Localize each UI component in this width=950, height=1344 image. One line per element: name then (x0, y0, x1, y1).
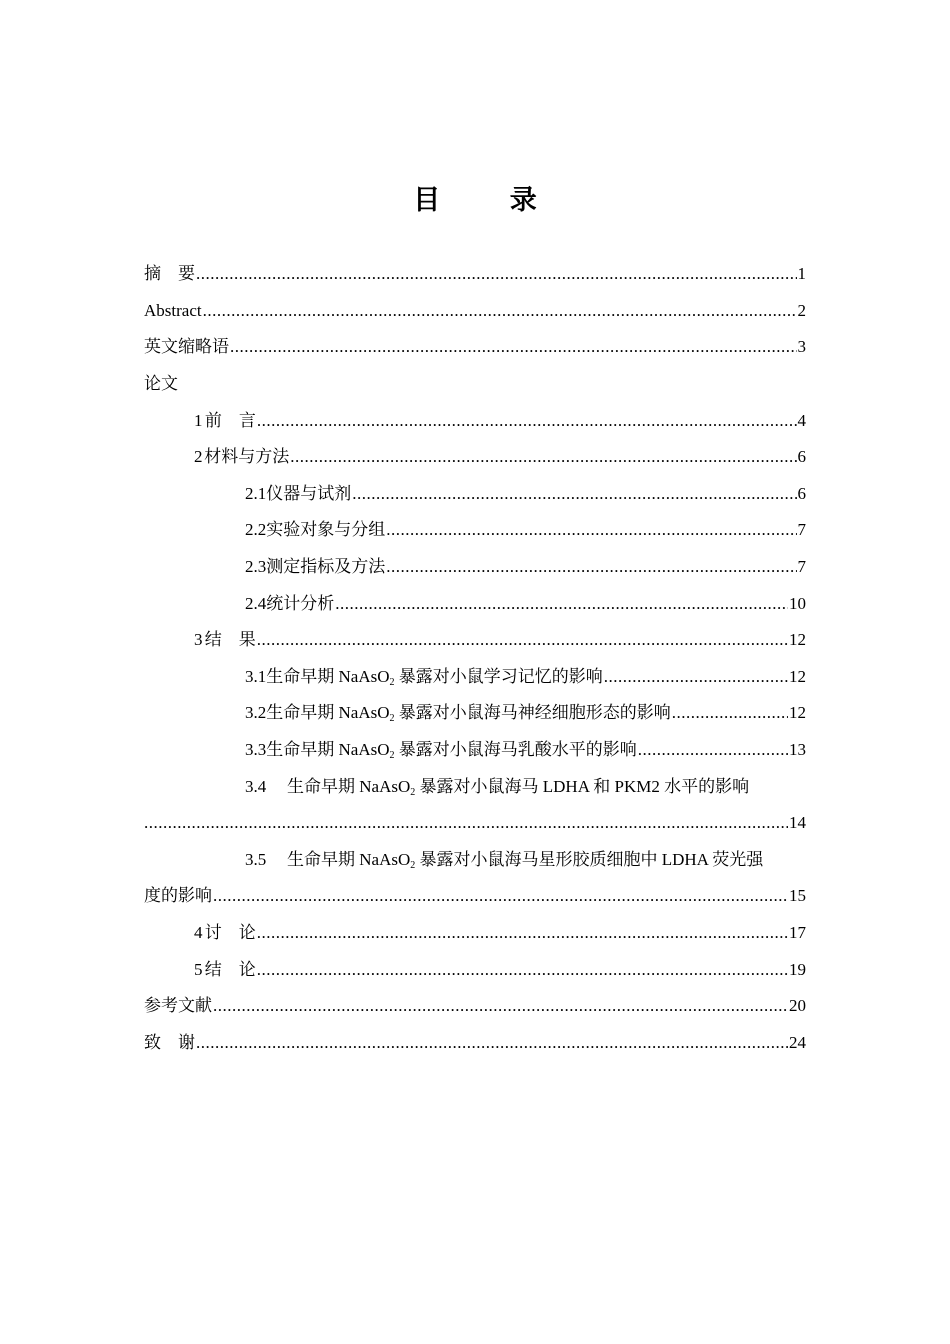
dot-leader (257, 411, 797, 431)
toc-entry-text: 前 言 (204, 410, 256, 430)
toc-page-number: 1 (797, 264, 806, 284)
toc-entry-text: 论文 (144, 374, 178, 394)
toc-section-number: 3.3 (245, 740, 267, 760)
dot-leader (257, 960, 788, 980)
toc-page-number: 2 (797, 300, 806, 320)
dot-leader (386, 557, 796, 577)
toc-entry-materials-methods[interactable] (144, 439, 806, 476)
toc-entry-abbreviations[interactable] (144, 329, 806, 366)
toc-page-number: 14 (789, 813, 806, 833)
table-of-contents (144, 256, 806, 1061)
toc-page-number: 4 (797, 410, 806, 430)
toc-entry-references[interactable] (144, 988, 806, 1025)
toc-page-number: 13 (789, 740, 806, 760)
toc-entry-text: 致 谢 (144, 1032, 195, 1052)
toc-section-number: 5 (194, 959, 203, 979)
toc-entry-2-3[interactable] (144, 549, 806, 586)
toc-entry-text: 生命早期 NaAsO$_2$ 暴露对小鼠海马 LDHA 和 PKM2 水平的影响 (287, 776, 750, 798)
toc-entry-2-1[interactable] (144, 476, 806, 513)
toc-entry-text: 讨 论 (204, 922, 256, 942)
toc-entry-text: 生命早期 NaAsO$_2$ 暴露对小鼠海马乳酸水平的影响 (266, 740, 637, 762)
toc-entry-acknowledgements[interactable] (144, 1024, 806, 1061)
toc-entry-text: 参考文献 (144, 996, 212, 1016)
toc-entry-discussion[interactable] (144, 915, 806, 952)
toc-section-number: 1 (194, 410, 203, 430)
toc-page-number: 12 (789, 703, 806, 723)
toc-entry-text: 材料与方法 (204, 447, 290, 467)
toc-entry-text: 结 果 (204, 630, 256, 650)
toc-entry-text: 生命早期 NaAsO$_2$ 暴露对小鼠学习记忆的影响 (266, 666, 603, 688)
toc-section-number: 3.4 (245, 776, 267, 796)
toc-section-number: 3.5 (245, 849, 267, 869)
toc-entry-text: 生命早期 NaAsO$_2$ 暴露对小鼠海马神经细胞形态的影响 (266, 703, 671, 725)
toc-section-number: 2 (194, 447, 203, 467)
toc-entry-thesis (144, 366, 806, 403)
dot-leader (604, 667, 788, 687)
toc-entry-2-2[interactable] (144, 512, 806, 549)
toc-page-number: 7 (797, 557, 806, 577)
toc-entry-3-4-continuation[interactable] (144, 805, 806, 842)
toc-page-number: 15 (789, 886, 806, 906)
toc-entry-text: 英文缩略语 (144, 337, 229, 357)
dot-leader (672, 703, 788, 723)
toc-page-number: 10 (789, 593, 806, 613)
toc-entry-conclusion[interactable] (144, 951, 806, 988)
toc-page-number: 3 (797, 337, 806, 357)
toc-entry-text: 测定指标及方法 (266, 557, 386, 577)
toc-page-number: 19 (789, 959, 806, 979)
toc-entry-text: 仪器与试剂 (266, 483, 352, 503)
dot-leader (257, 923, 788, 943)
dot-leader (352, 484, 796, 504)
dot-leader (213, 996, 788, 1016)
toc-entry-text: 结 论 (204, 959, 256, 979)
toc-entry-abstract-cn[interactable] (144, 256, 806, 293)
toc-section-number: 2.3 (245, 557, 267, 577)
toc-section-number: 2.1 (245, 483, 267, 503)
toc-entry-3-5[interactable] (144, 842, 806, 879)
dot-leader (144, 813, 788, 833)
toc-section-number: 3.2 (245, 703, 267, 723)
toc-entry-3-4[interactable] (144, 768, 806, 805)
toc-entry-results[interactable] (144, 622, 806, 659)
toc-page-number: 12 (789, 630, 806, 650)
toc-section-number: 3.1 (245, 666, 267, 686)
toc-entry-text: 度的影响 (144, 886, 212, 906)
dot-leader (386, 520, 796, 540)
toc-page-number: 20 (789, 996, 806, 1016)
toc-entry-text: 生命早期 NaAsO$_2$ 暴露对小鼠海马星形胶质细胞中 LDHA 荧光强 (287, 849, 764, 871)
dot-leader (290, 447, 796, 467)
toc-page-number: 24 (789, 1032, 806, 1052)
dot-leader (213, 886, 788, 906)
dot-leader (203, 301, 797, 321)
dot-leader (335, 594, 788, 614)
toc-entry-text: 统计分析 (266, 593, 335, 613)
toc-page-number: 6 (797, 483, 806, 503)
toc-entry-3-2[interactable] (144, 695, 806, 732)
toc-entry-introduction[interactable] (144, 402, 806, 439)
toc-entry-3-1[interactable] (144, 659, 806, 696)
toc-entry-text: Abstract (144, 300, 202, 320)
dot-leader (638, 740, 788, 760)
toc-section-number: 3 (194, 630, 203, 650)
toc-section-number: 2.2 (245, 520, 267, 540)
toc-section-number: 2.4 (245, 593, 267, 613)
dot-leader (257, 630, 788, 650)
toc-entry-3-3[interactable] (144, 732, 806, 769)
toc-entry-abstract-en[interactable] (144, 293, 806, 330)
toc-entry-3-5-continuation[interactable] (144, 878, 806, 915)
toc-entry-2-4[interactable] (144, 585, 806, 622)
toc-page-number: 6 (797, 447, 806, 467)
toc-entry-text: 摘 要 (144, 264, 195, 284)
toc-entry-text: 实验对象与分组 (266, 520, 386, 540)
dot-leader (196, 1033, 788, 1053)
toc-page-number: 12 (789, 666, 806, 686)
toc-section-number: 4 (194, 922, 203, 942)
dot-leader (230, 337, 797, 357)
page-title: 目 录 (413, 185, 567, 216)
dot-leader (196, 264, 797, 284)
toc-page-number: 17 (789, 922, 806, 942)
toc-page-number: 7 (797, 520, 806, 540)
